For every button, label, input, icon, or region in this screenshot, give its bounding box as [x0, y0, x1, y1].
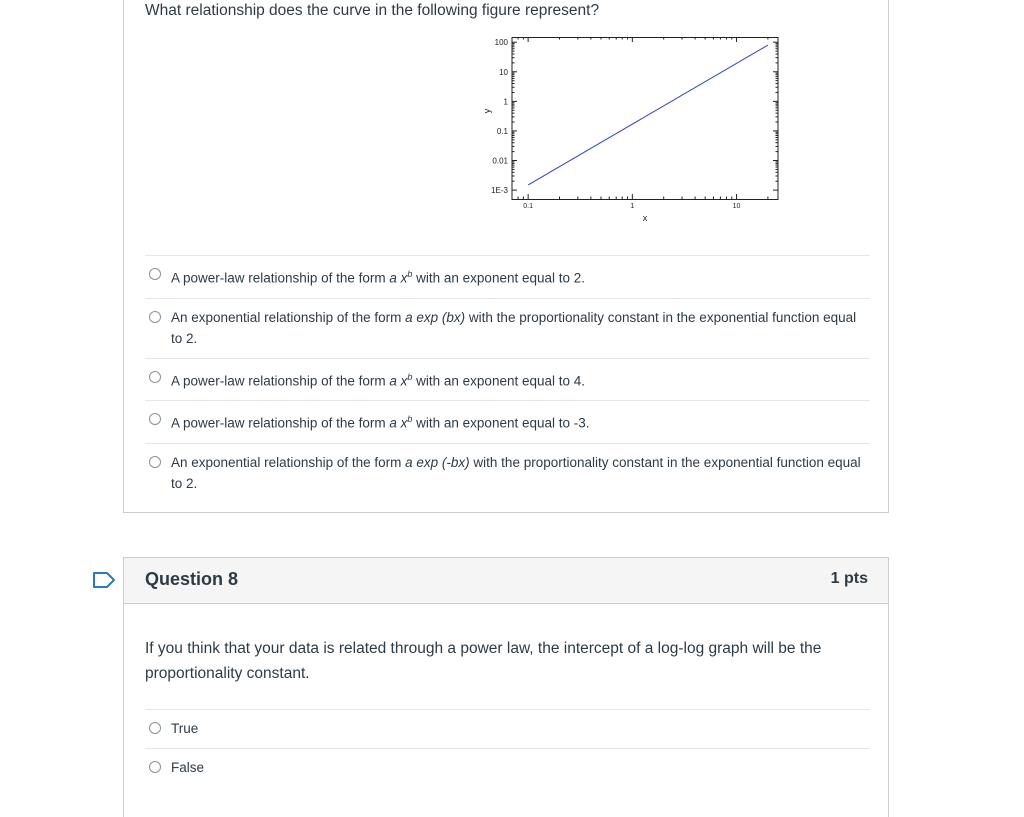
question-header: [124, 558, 888, 604]
x-tick-label: 0.1: [523, 203, 534, 210]
radio-button[interactable]: [149, 761, 161, 773]
answer-option-3[interactable]: A power-law relationship of the form a $x^b$ with an exponent equal to 4.: [145, 358, 870, 401]
flag-question-icon[interactable]: [92, 571, 116, 589]
y-tick-label: 1: [503, 97, 508, 107]
x-tick-label: 1: [630, 203, 635, 210]
y-axis-label: y: [482, 108, 492, 114]
answer-option-true[interactable]: True: [145, 709, 870, 748]
radio-button[interactable]: [149, 311, 161, 323]
y-tick-label: 10: [499, 67, 508, 77]
answer-option-1[interactable]: A power-law relationship of the form a $x^b$ with an exponent equal to 2.: [145, 255, 870, 298]
x-tick-label: 10: [732, 203, 741, 210]
answer-option-2[interactable]: An exponential relationship of the form a exp (bx) with the proportionality constant in the exponential function equal to 2.: [145, 298, 870, 358]
answer-option-4[interactable]: A power-law relationship of the form a $x^b$ with an exponent equal to -3.: [145, 400, 870, 443]
y-tick-label: 0.01: [492, 156, 508, 166]
answer-list: [145, 709, 870, 787]
radio-button[interactable]: [149, 268, 161, 280]
question-text: If you think that your data is related through a power law, the intercept of a log-log graph will be the proportionality constant.: [145, 640, 822, 682]
chart-svg: [354, 37, 741, 227]
answer-list: [145, 255, 870, 503]
radio-button[interactable]: [149, 413, 161, 425]
radio-button[interactable]: [149, 722, 161, 734]
question-title: Question 8: [145, 569, 239, 589]
y-tick-label: 1E-3: [491, 186, 508, 196]
question-points: 1 pts: [830, 570, 868, 587]
question-8-card: [123, 557, 889, 817]
answer-option-false[interactable]: False: [145, 748, 870, 787]
x-axis-label: x: [642, 213, 648, 223]
question-text: What relationship does the curve in the following figure represent?: [145, 2, 600, 19]
data-line: [528, 45, 768, 185]
loglog-chart: [354, 37, 741, 232]
radio-button[interactable]: [149, 456, 161, 468]
y-tick-label: 100: [494, 38, 508, 48]
y-tick-label: 0.1: [496, 126, 508, 136]
answer-option-5[interactable]: An exponential relationship of the form a exp (-bx) with the proportionality constant in the exponential function equal to 2.: [145, 443, 870, 503]
question-7-card: [123, 0, 889, 513]
radio-button[interactable]: [149, 371, 161, 383]
plot-frame: [512, 38, 778, 200]
